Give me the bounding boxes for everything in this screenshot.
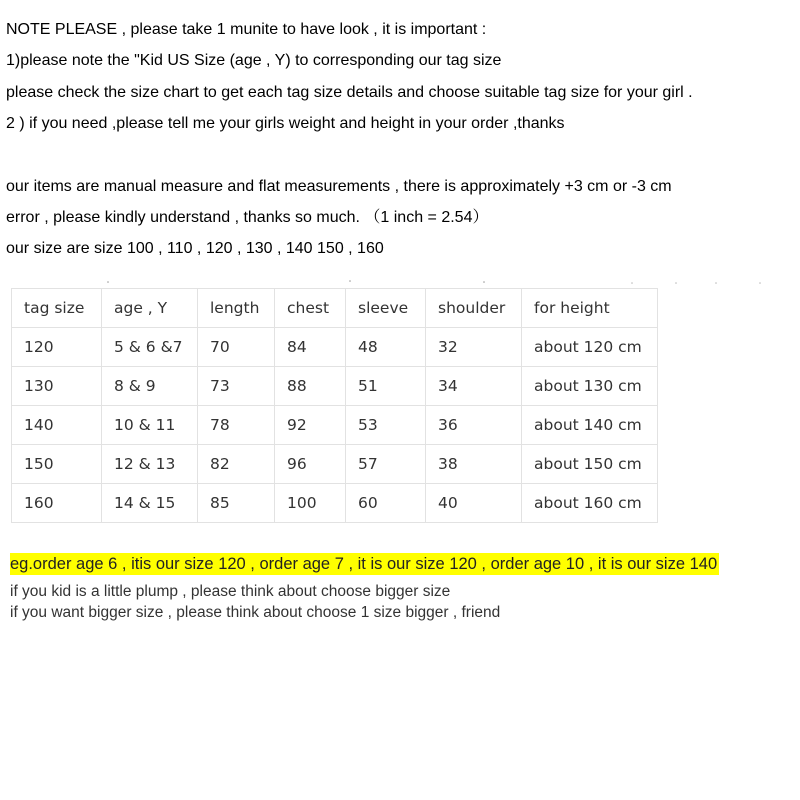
- note-line: error , please kindly understand , thanks so much. （1 inch = 2.54）: [6, 209, 489, 226]
- cell-tag-size: 150: [12, 445, 102, 484]
- cell-for-height: about 140 cm: [522, 406, 658, 445]
- cell-sleeve: 57: [346, 445, 426, 484]
- cell-age: 10 & 11: [102, 406, 198, 445]
- cell-length: 73: [198, 367, 275, 406]
- cell-length: 85: [198, 484, 275, 523]
- cell-length: 78: [198, 406, 275, 445]
- header-age: age , Y: [102, 289, 198, 328]
- table-row: [12, 406, 658, 445]
- cell-shoulder: 38: [426, 445, 522, 484]
- cell-chest: 84: [275, 328, 346, 367]
- note-line: NOTE PLEASE , please take 1 munite to have look , it is important :: [6, 21, 487, 38]
- cell-tag-size: 140: [12, 406, 102, 445]
- cell-for-height: about 130 cm: [522, 367, 658, 406]
- cell-sleeve: 53: [346, 406, 426, 445]
- cell-shoulder: 36: [426, 406, 522, 445]
- cell-sleeve: 51: [346, 367, 426, 406]
- note-line: 2 ) if you need ,please tell me your girls weight and height in your order ,thanks: [6, 115, 565, 132]
- cell-for-height: about 120 cm: [522, 328, 658, 367]
- cell-chest: 88: [275, 367, 346, 406]
- plump-tip: if you kid is a little plump , please think about choose bigger size: [10, 583, 451, 600]
- header-shoulder: shoulder: [426, 289, 522, 328]
- note-line: please check the size chart to get each tag size details and choose suitable tag size for your girl .: [6, 84, 693, 101]
- cell-age: 8 & 9: [102, 367, 198, 406]
- header-sleeve: sleeve: [346, 289, 426, 328]
- example-order-note: eg.order age 6 , itis our size 120 , order age 7 , it is our size 120 , order age 10 , it is our size 140: [10, 555, 718, 573]
- cell-age: 5 & 6 &7: [102, 328, 198, 367]
- cell-sleeve: 60: [346, 484, 426, 523]
- cell-chest: 96: [275, 445, 346, 484]
- cell-shoulder: 34: [426, 367, 522, 406]
- cell-shoulder: 40: [426, 484, 522, 523]
- bigger-size-tip: if you want bigger size , please think about choose 1 size bigger , friend: [10, 604, 501, 621]
- table-row: [12, 445, 658, 484]
- cell-age: 14 & 15: [102, 484, 198, 523]
- cell-shoulder: 32: [426, 328, 522, 367]
- cell-age: 12 & 13: [102, 445, 198, 484]
- cell-chest: 100: [275, 484, 346, 523]
- cell-length: 82: [198, 445, 275, 484]
- header-tag-size: tag size: [12, 289, 102, 328]
- note-line: our size are size 100 , 110 , 120 , 130 , 140 150 , 160: [6, 240, 384, 257]
- decorative-specks: [0, 278, 800, 288]
- header-length: length: [198, 289, 275, 328]
- cell-tag-size: 120: [12, 328, 102, 367]
- note-line: our items are manual measure and flat measurements , there is approximately +3 cm or -3 cm: [6, 178, 672, 195]
- cell-for-height: about 150 cm: [522, 445, 658, 484]
- cell-tag-size: 130: [12, 367, 102, 406]
- cell-sleeve: 48: [346, 328, 426, 367]
- size-chart-table: [11, 288, 658, 523]
- cell-chest: 92: [275, 406, 346, 445]
- header-for-height: for height: [522, 289, 658, 328]
- header-chest: chest: [275, 289, 346, 328]
- table-row: [12, 328, 658, 367]
- table-row: [12, 484, 658, 523]
- cell-length: 70: [198, 328, 275, 367]
- table-row: [12, 367, 658, 406]
- cell-for-height: about 160 cm: [522, 484, 658, 523]
- note-line: 1)please note the "Kid US Size (age , Y) to corresponding our tag size: [6, 52, 502, 69]
- cell-tag-size: 160: [12, 484, 102, 523]
- table-header-row: [12, 289, 658, 328]
